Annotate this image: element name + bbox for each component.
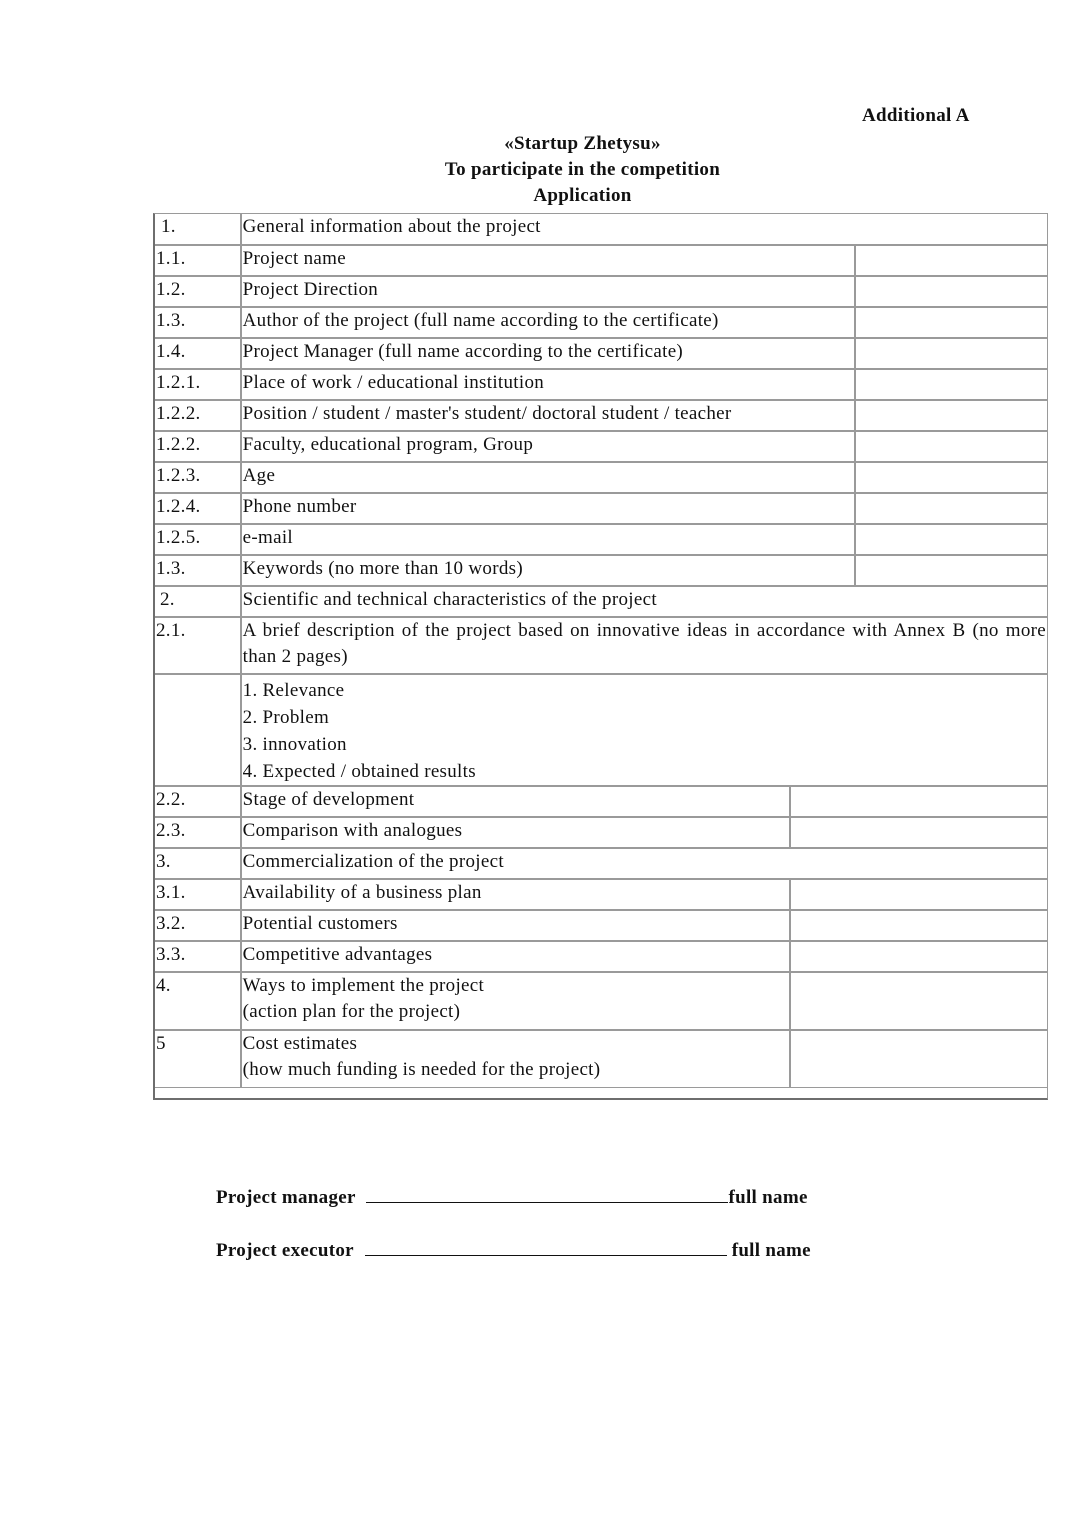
row-label: Comparison with analogues [241,817,790,848]
list-item: 1. Relevance [242,680,345,701]
table-row [154,674,1048,786]
row-number: 3. [154,848,241,879]
row-number: 1.1. [154,245,241,276]
table-row [154,1030,1048,1088]
row-number: 1.2.2. [154,400,241,431]
position-field[interactable] [855,400,1048,431]
table-row [154,879,1048,910]
workplace-field[interactable] [855,369,1048,400]
manager-label: Project manager [216,1187,356,1208]
row-label: Competitive advantages [241,941,790,972]
executor-signature-line [216,1237,811,1262]
table-row [154,617,1048,674]
row-label-line: (how much funding is needed for the project) [242,1059,601,1080]
executor-suffix: full name [731,1240,811,1261]
row-label: Place of work / educational institution [241,369,855,400]
row-number: 2.3. [154,817,241,848]
row-label [241,972,790,1030]
faculty-field[interactable] [855,431,1048,462]
org-title: «Startup Zhetysu» [504,133,661,154]
table-row [154,817,1048,848]
row-label-line: Cost estimates [242,1033,358,1054]
table-row [154,786,1048,817]
row-label [241,1030,790,1088]
description-outline [241,674,1048,786]
row-label: Availability of a business plan [241,879,790,910]
table-row [154,307,1048,338]
table-row [154,338,1048,369]
phone-field[interactable] [855,493,1048,524]
cost-estimates-field[interactable] [790,1030,1048,1088]
table-row [154,245,1048,276]
row-number: 1.4. [154,338,241,369]
table-row [154,369,1048,400]
row-number: 1. [154,213,241,245]
stage-field[interactable] [790,786,1048,817]
annex-label: Additional A [862,105,970,126]
manager-signature-field[interactable] [366,1184,728,1203]
table-row [154,493,1048,524]
row-label-line: Ways to implement the project [242,975,485,996]
list-item: 2. Problem [242,707,330,728]
list-item: 4. Expected / obtained results [242,761,476,782]
row-number: 1.2.5. [154,524,241,555]
manager-suffix: full name [728,1187,808,1208]
executor-signature-field[interactable] [365,1237,727,1256]
manager-field[interactable] [855,338,1048,369]
row-number: 3.1. [154,879,241,910]
row-number: 3.2. [154,910,241,941]
list-item: 3. innovation [242,734,347,755]
row-number-empty [154,674,241,786]
row-label: Project Direction [241,276,855,307]
row-number: 2.1. [154,617,241,674]
row-number: 4. [154,972,241,1030]
row-number: 3.3. [154,941,241,972]
table-row [154,524,1048,555]
implementation-field[interactable] [790,972,1048,1030]
row-label: Keywords (no more than 10 words) [241,555,855,586]
analogues-field[interactable] [790,817,1048,848]
keywords-field[interactable] [855,555,1048,586]
executor-label: Project executor [216,1240,354,1261]
document-title: Application [533,185,632,206]
row-number: 1.2.2. [154,431,241,462]
row-label: Project Manager (full name according to the certificate) [241,338,855,369]
row-label: Age [241,462,855,493]
row-number: 1.2.1. [154,369,241,400]
row-label: Project name [241,245,855,276]
table-row [154,555,1048,586]
row-number: 2. [154,586,241,617]
project-name-field[interactable] [855,245,1048,276]
row-label-line: (action plan for the project) [242,1001,461,1022]
table-row [154,941,1048,972]
row-label: Position / student / master's student/ doctoral student / teacher [241,400,855,431]
author-field[interactable] [855,307,1048,338]
row-label: Stage of development [241,786,790,817]
email-field[interactable] [855,524,1048,555]
customers-field[interactable] [790,910,1048,941]
row-label: General information about the project [241,213,1048,245]
table-row [154,213,1048,245]
row-number: 1.3. [154,555,241,586]
table-row [154,400,1048,431]
row-number: 1.2. [154,276,241,307]
table-row [154,431,1048,462]
row-number: 5 [154,1030,241,1088]
manager-signature-line [216,1184,808,1209]
table-row [154,972,1048,1030]
row-label: Phone number [241,493,855,524]
business-plan-field[interactable] [790,879,1048,910]
project-direction-field[interactable] [855,276,1048,307]
row-label: Author of the project (full name according to the certificate) [241,307,855,338]
row-label: Faculty, educational program, Group [241,431,855,462]
row-label: Commercialization of the project [241,848,1048,879]
row-number: 1.3. [154,307,241,338]
row-label: e-mail [241,524,855,555]
table-row [154,462,1048,493]
row-number: 2.2. [154,786,241,817]
table-row [154,586,1048,617]
row-number: 1.2.4. [154,493,241,524]
age-field[interactable] [855,462,1048,493]
title-block [155,131,1010,209]
application-form-table [154,213,1048,1088]
advantages-field[interactable] [790,941,1048,972]
row-number: 1.2.3. [154,462,241,493]
row-label: A brief description of the project based on innovative ideas in accordance with Annex B (no more than 2 pages) [241,617,1048,674]
subtitle: To participate in the competition [444,159,721,180]
table-row [154,848,1048,879]
table-row [154,276,1048,307]
table-row [154,910,1048,941]
row-label: Potential customers [241,910,790,941]
row-label: Scientific and technical characteristics of the project [241,586,1048,617]
